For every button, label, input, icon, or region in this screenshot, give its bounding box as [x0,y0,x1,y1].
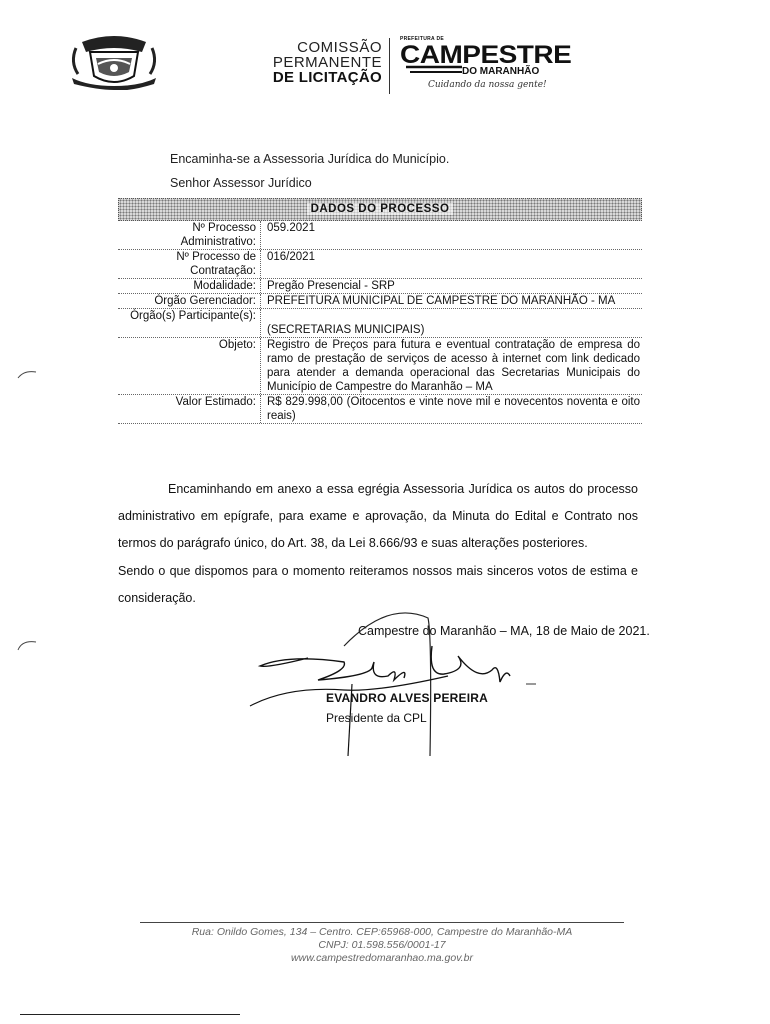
header-divider [389,38,390,94]
body-paragraph: Encaminhando em anexo a essa egrégia Assessoria Jurídica os autos do processo administrativo em epígrafe, para exame e aprovação, da Minuta do Edital e Contrato nos termos do parágrafo único, do Art. 38, da Lei 8.666/93 e suas alterações posteriores. [118,482,638,550]
page-edge-line [20,1014,240,1015]
row-label: Órgão Gerenciador: [154,295,256,307]
row-value: 059.2021 [260,221,642,249]
row-value: Registro de Preços para futura e eventual contratação de empresa do ramo de prestação de serviços de acesso à internet com link dedicado para atender a demanda operacional das Secretarias Municipais do Município de Campestre do Maranhão – MA [260,338,642,394]
signer-role: Presidente da CPL [326,711,427,725]
footer-website: www.campestredomaranhao.ma.gov.br [291,952,473,964]
row-label: Modalidade: [193,280,256,292]
table-row [118,395,642,424]
row-value: R$ 829.998,00 (Oitocentos e vinte nove mil e novecentos noventa e oito reais) [260,395,642,423]
pref-big-text: CAMPESTRE [400,40,572,69]
salutation-line: Senhor Assessor Jurídico [170,176,312,190]
row-value: PREFEITURA MUNICIPAL DE CAMPESTRE DO MARANHÃO - MA [260,294,642,308]
pref-sub-text: DO MARANHÃO [462,66,540,77]
process-data-table [118,198,642,424]
pref-small-text: PREFEITURA DE [400,36,444,42]
footer-address: Rua: Onildo Gomes, 134 – Centro. CEP:65968-000, Campestre do Maranhão-MA [191,926,573,938]
row-value: 016/2021 [260,250,642,278]
cpl-logo-text [268,40,382,85]
cpl-line3: DE LICITAÇÃO [272,69,382,86]
row-label: Nº Processo Administrativo: [180,222,256,248]
row-label: Nº Processo de Contratação: [176,251,256,277]
closing-paragraph: Sendo o que dispomos para o momento reiteramos nossos mais sinceros votos de estima e consideração. [118,564,638,605]
row-label: Valor Estimado: [175,396,256,408]
table-row [118,338,642,395]
greeting-line: Encaminha-se a Assessoria Jurídica do Município. [170,152,450,166]
prefeitura-logo [400,36,570,90]
municipal-crest-icon [68,28,160,90]
row-label: Órgão(s) Participante(s): [130,310,256,322]
place-date: Campestre do Maranhão – MA, 18 de Maio de 2021. [358,624,650,638]
table-row [118,221,642,250]
pref-slogan: Cuidando da nossa gente! [428,80,547,90]
table-row [118,250,642,279]
swoosh-icon [406,64,462,76]
cpl-line1: COMISSÃO [297,39,382,56]
margin-mark [16,638,38,652]
table-row [118,294,642,309]
row-value: Pregão Presencial - SRP [260,279,642,293]
signer-name: EVANDRO ALVES PEREIRA [326,691,488,705]
footer-divider [140,922,624,923]
table-title: DADOS DO PROCESSO [118,198,642,221]
footer-cnpj: CNPJ: 01.598.556/0001-17 [318,939,446,951]
margin-mark [16,366,38,380]
table-row [118,279,642,294]
signature-icon [248,606,548,756]
table-row [118,309,642,338]
row-label: Objeto: [218,339,256,351]
cpl-line2: PERMANENTE [272,54,382,71]
row-value: (SECRETARIAS MUNICIPAIS) [260,309,642,337]
footer [140,926,624,965]
